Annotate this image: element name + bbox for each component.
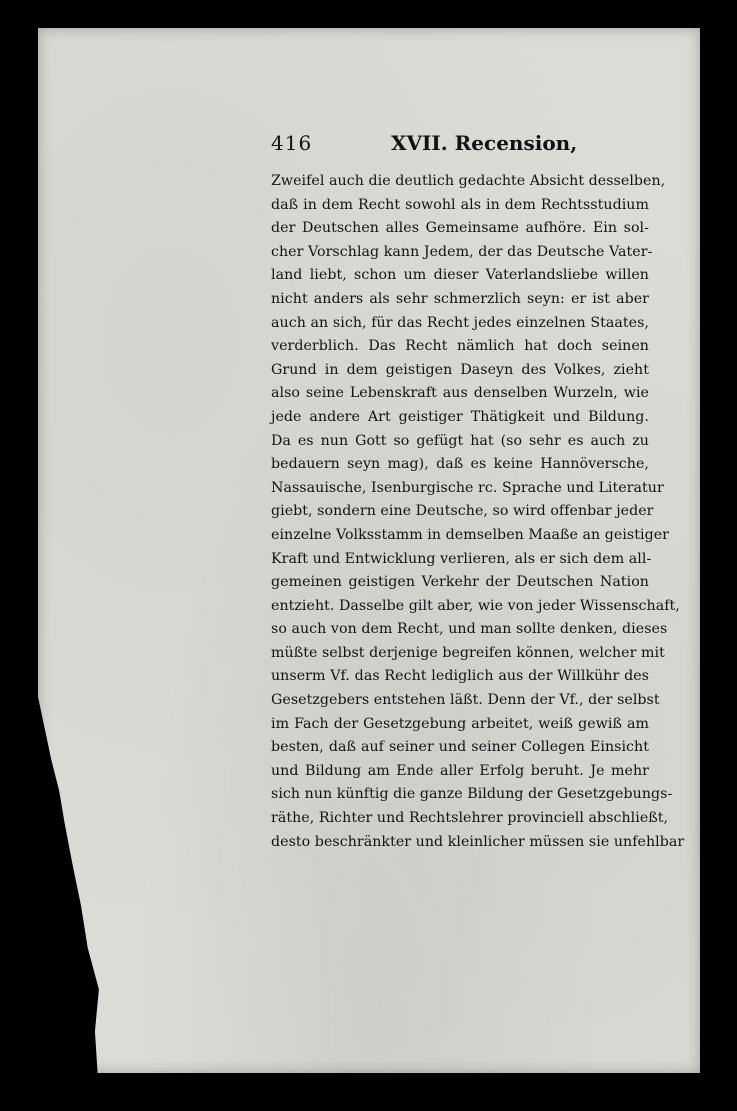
text-line: bedauern seyn mag), daß es keine Hannöversche, [271,456,649,473]
text-line: Nassauische, Isenburgische rc. Sprache und Literatur [271,479,664,496]
page-number: 416 [271,131,313,155]
text-line: Gesetzgebers entstehen läßt. Denn der Vf., der selbst [271,692,660,709]
text-line: jede andere Art geistiger Thätigkeit und Bildung. [271,408,649,425]
text-line: Grund in dem geistigen Daseyn des Volkes, zieht [271,361,649,378]
text-line: Kraft und Entwicklung verlieren, als er sich dem all- [271,550,652,567]
text-line: müßte selbst derjenige begreifen können, welcher mit [271,644,665,661]
text-line: nicht anders als sehr schmerzlich seyn: er ist aber [271,290,649,307]
text-line: im Fach der Gesetzgebung arbeitet, weiß gewiß am [271,715,649,732]
text-line: und Bildung am Ende aller Erfolg beruht. Je mehr [271,762,649,779]
text-line: gemeinen geistigen Verkehr der Deutschen Nation [271,574,649,591]
text-line: daß in dem Recht sowohl als in dem Rechtsstudium [271,196,649,213]
page-header [271,131,649,161]
text-line: sich nun künftig die ganze Bildung der Gesetzgebungs- [271,786,673,803]
text-line: Da es nun Gott so gefügt hat (so sehr es auch zu [271,432,649,449]
text-line: auch an sich, für das Recht jedes einzelnen Staates, [271,314,649,331]
text-line: der Deutschen alles Gemeinsame aufhöre. Ein sol- [271,220,649,237]
text-line: räthe, Richter und Rechtslehrer provinciell abschließt, [271,810,669,827]
text-line: cher Vorschlag kann Jedem, der das Deutsche Vater- [271,243,653,260]
text-line: besten, daß auf seiner und seiner Collegen Einsicht [271,739,649,756]
text-line: unserm Vf. das Recht lediglich aus der Willkühr des [271,668,649,685]
running-head: XVII. Recension, [391,131,578,155]
text-line: also seine Lebenskraft aus denselben Wurzeln, wie [271,385,649,402]
text-line: land liebt, schon um dieser Vaterlandsliebe willen [271,267,649,284]
text-line: desto beschränkter und kleinlicher müssen sie unfehlbar [271,833,685,850]
text-line: einzelne Volksstamm in demselben Maaße an geistiger [271,526,670,543]
text-line: giebt, sondern eine Deutsche, so wird offenbar jeder [271,503,654,520]
text-line: Zweifel auch die deutlich gedachte Absicht desselben, [271,173,666,189]
text-line: so auch von dem Recht, und man sollte denken, dieses [271,621,668,638]
body-text [271,170,685,854]
text-line: verderblich. Das Recht nämlich hat doch seinen [271,338,649,355]
text-line: entzieht. Dasselbe gilt aber, wie von jeder Wissenschaft, [271,597,680,614]
